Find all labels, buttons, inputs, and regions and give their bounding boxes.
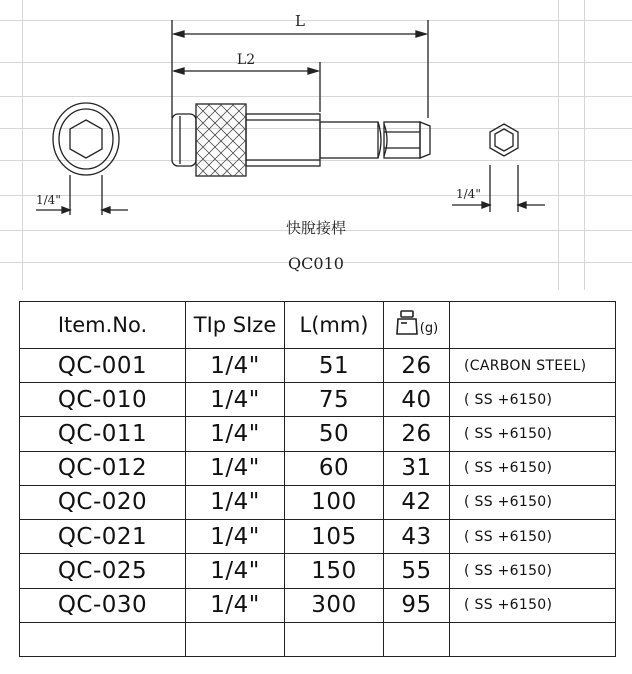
cell-note: ( SS +6150) [450, 520, 616, 554]
cell-weight: 31 [384, 451, 450, 485]
cell-tip-size: 1/4" [186, 485, 285, 519]
empty-cell [20, 622, 186, 656]
cell-note: ( SS +6150) [450, 451, 616, 485]
table-row [20, 451, 616, 485]
cell-weight: 95 [384, 588, 450, 622]
cell-length: 60 [285, 451, 384, 485]
right-hex-size-label: 1/4" [456, 187, 481, 201]
table-row-empty [20, 622, 616, 656]
technical-drawing [0, 0, 632, 290]
cell-note: (CARBON STEEL) [450, 349, 616, 383]
cell-length: 300 [285, 588, 384, 622]
header-weight [384, 302, 450, 349]
cell-tip-size: 1/4" [186, 554, 285, 588]
cell-length: 150 [285, 554, 384, 588]
cell-length: 51 [285, 349, 384, 383]
header-item-no: Item.No. [20, 302, 186, 349]
weight-icon [395, 310, 419, 336]
weight-unit: (g) [419, 320, 439, 336]
cell-weight: 40 [384, 383, 450, 417]
cell-item-no: QC-012 [20, 451, 186, 485]
cell-tip-size: 1/4" [186, 349, 285, 383]
cell-item-no: QC-030 [20, 588, 186, 622]
cell-note: ( SS +6150) [450, 554, 616, 588]
cell-note: ( SS +6150) [450, 383, 616, 417]
cell-weight: 55 [384, 554, 450, 588]
cell-length: 100 [285, 485, 384, 519]
left-hex-size-label: 1/4" [36, 193, 61, 207]
table-row [20, 417, 616, 451]
cell-note: ( SS +6150) [450, 485, 616, 519]
empty-cell [285, 622, 384, 656]
cell-weight: 26 [384, 417, 450, 451]
cell-tip-size: 1/4" [186, 417, 285, 451]
cell-item-no: QC-001 [20, 349, 186, 383]
cell-weight: 42 [384, 485, 450, 519]
table-row [20, 588, 616, 622]
empty-cell [450, 622, 616, 656]
product-name-chinese: 快脫接桿 [285, 219, 346, 237]
header-tip-size: TIp SIze [186, 302, 285, 349]
product-model-caption: QC010 [288, 254, 344, 273]
table-row [20, 349, 616, 383]
cell-item-no: QC-011 [20, 417, 186, 451]
cell-item-no: QC-025 [20, 554, 186, 588]
table-body [20, 349, 616, 657]
cell-tip-size: 1/4" [186, 451, 285, 485]
cell-note: ( SS +6150) [450, 588, 616, 622]
cell-weight: 26 [384, 349, 450, 383]
cell-item-no: QC-010 [20, 383, 186, 417]
empty-cell [384, 622, 450, 656]
table-header-row [20, 302, 616, 349]
cell-item-no: QC-020 [20, 485, 186, 519]
cell-tip-size: 1/4" [186, 520, 285, 554]
header-note [450, 302, 616, 349]
cell-length: 75 [285, 383, 384, 417]
table-row [20, 520, 616, 554]
dimension-L2-label: L2 [236, 52, 256, 68]
cell-tip-size: 1/4" [186, 383, 285, 417]
cell-length: 105 [285, 520, 384, 554]
dimension-L-label: L [295, 12, 305, 30]
cell-note: ( SS +6150) [450, 417, 616, 451]
table-row [20, 485, 616, 519]
cell-length: 50 [285, 417, 384, 451]
empty-cell [186, 622, 285, 656]
spec-table [19, 301, 616, 657]
cell-tip-size: 1/4" [186, 588, 285, 622]
header-length: L(mm) [285, 302, 384, 349]
cell-weight: 43 [384, 520, 450, 554]
table-row [20, 554, 616, 588]
cell-item-no: QC-021 [20, 520, 186, 554]
table-row [20, 383, 616, 417]
